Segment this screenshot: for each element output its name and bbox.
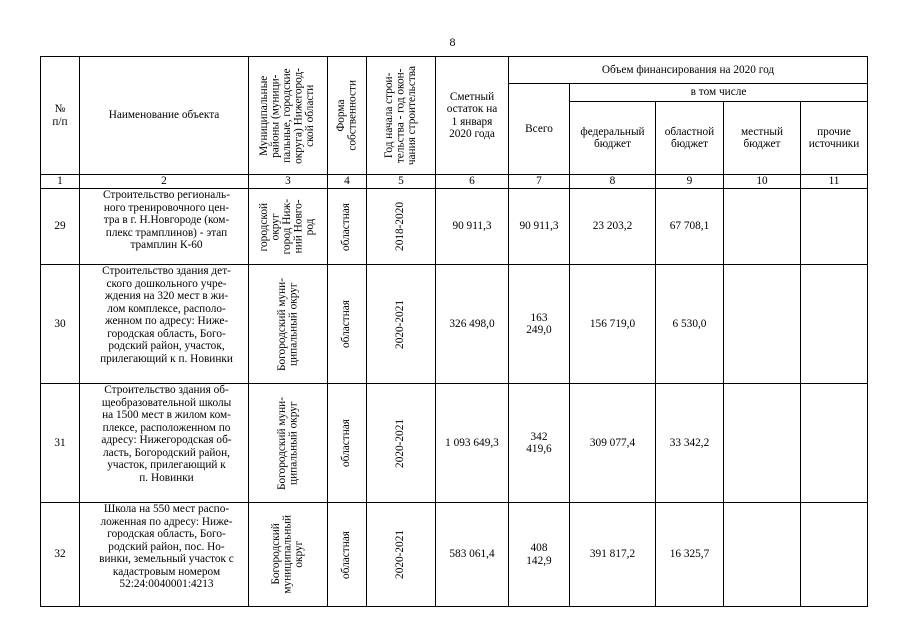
row-federal: 309 077,4 — [570, 384, 656, 503]
column-number: 3 — [249, 175, 328, 189]
row-district — [249, 384, 328, 503]
row-ownership-text: областная — [340, 202, 353, 251]
row-ownership — [328, 503, 367, 607]
row-district-text: городской округ город Ниж- ний Новго- род — [258, 198, 317, 255]
row-district-text: Богородский муни- ципальный округ — [275, 396, 299, 490]
row-district — [249, 503, 328, 607]
row-total: 408 142,9 — [509, 503, 570, 607]
row-years-text: 2018-2020 — [394, 202, 407, 251]
column-number-row — [41, 175, 868, 189]
row-district — [249, 265, 328, 384]
row-regional: 67 708,1 — [656, 189, 724, 265]
row-total: 90 911,3 — [509, 189, 570, 265]
header-including: в том числе — [570, 84, 868, 102]
row-district — [249, 189, 328, 265]
row-years — [367, 189, 436, 265]
column-number: 6 — [436, 175, 509, 189]
column-number: 5 — [367, 175, 436, 189]
row-ownership — [328, 384, 367, 503]
row-local — [724, 189, 801, 265]
row-estimate: 583 061,4 — [436, 503, 509, 607]
header-district-text: Муниципальные районы (муници- пальные, городские округа) Нижегород- ской области — [258, 67, 317, 164]
row-ownership-text: областная — [340, 300, 353, 348]
column-number: 8 — [570, 175, 656, 189]
row-estimate: 1 093 649,3 — [436, 384, 509, 503]
row-years — [367, 265, 436, 384]
header-local: местный бюджет — [724, 102, 801, 175]
row-local — [724, 265, 801, 384]
header-federal: федеральный бюджет — [570, 102, 656, 175]
header-name: Наименование объекта — [80, 57, 249, 175]
column-number: 10 — [724, 175, 801, 189]
header-other: прочие источники — [801, 102, 868, 175]
row-years — [367, 503, 436, 607]
header-years-text: Год начала строи- тельства - год окон- чания строительства — [382, 65, 418, 166]
row-years — [367, 384, 436, 503]
row-federal: 23 203,2 — [570, 189, 656, 265]
column-number: 4 — [328, 175, 367, 189]
table-row — [41, 503, 868, 607]
column-number: 7 — [509, 175, 570, 189]
column-number: 9 — [656, 175, 724, 189]
row-total: 163 249,0 — [509, 265, 570, 384]
row-num: 29 — [41, 189, 80, 265]
row-years-text: 2020-2021 — [394, 530, 407, 579]
row-ownership — [328, 189, 367, 265]
header-row-1 — [41, 57, 868, 84]
row-name: Строительство региональ- ного тренировочного цен- тра в г. Н.Новгороде (ком- плекс трамплинов) - этап трамплин К-60 — [80, 189, 249, 265]
row-years-text: 2020-2021 — [394, 299, 407, 349]
column-number: 2 — [80, 175, 249, 189]
row-ownership-text: областная — [340, 419, 353, 467]
row-federal: 156 719,0 — [570, 265, 656, 384]
header-years — [367, 57, 436, 175]
header-ownership — [328, 57, 367, 175]
row-local — [724, 503, 801, 607]
header-district — [249, 57, 328, 175]
row-regional: 6 530,0 — [656, 265, 724, 384]
row-other — [801, 503, 868, 607]
row-num: 32 — [41, 503, 80, 607]
row-ownership-text: областная — [340, 530, 353, 579]
table-row — [41, 265, 868, 384]
header-estimate: Сметный остаток на 1 января 2020 года — [436, 57, 509, 175]
table-row — [41, 384, 868, 503]
row-num: 30 — [41, 265, 80, 384]
row-num: 31 — [41, 384, 80, 503]
row-ownership — [328, 265, 367, 384]
row-district-text: Богородский муниципальный округ — [269, 515, 305, 594]
row-estimate: 90 911,3 — [436, 189, 509, 265]
header-regional: областной бюджет — [656, 102, 724, 175]
row-district-text: Богородский муни- ципальный округ — [275, 277, 299, 371]
row-other — [801, 189, 868, 265]
row-federal: 391 817,2 — [570, 503, 656, 607]
row-regional: 16 325,7 — [656, 503, 724, 607]
row-other — [801, 384, 868, 503]
row-estimate: 326 498,0 — [436, 265, 509, 384]
row-name: Строительство здания об- щеобразовательной школы на 1500 мест в жилом ком- плексе, расположенном по адресу: Нижегородская об- ласть, Богородский район, участок, прилегающий к п. Новинки — [80, 384, 249, 503]
financing-table — [40, 56, 868, 607]
header-ownership-text: Форма собственности — [334, 80, 358, 151]
column-number: 11 — [801, 175, 868, 189]
row-name: Строительство здания дет- ского дошкольного учре- ждения на 320 мест в жи- лом комплексе, располо- женном по адресу: Ниже- городская область, Бого- родский район, участок, прилегающий к п. Новинки — [80, 265, 249, 384]
column-number: 1 — [41, 175, 80, 189]
page-number: 8 — [449, 35, 456, 49]
header-funding: Объем финансирования на 2020 год — [509, 57, 868, 84]
row-regional: 33 342,2 — [656, 384, 724, 503]
row-years-text: 2020-2021 — [394, 418, 407, 468]
header-num: № п/п — [41, 57, 80, 175]
row-name: Школа на 550 мест распо- ложенная по адресу: Ниже- городская область, Бого- родский район, пос. Но- винки, земельный участок с кадастровым номером 52:24:0040001:4213 — [80, 503, 249, 607]
table-row — [41, 189, 868, 265]
header-total: Всего — [509, 84, 570, 175]
row-local — [724, 384, 801, 503]
row-total: 342 419,6 — [509, 384, 570, 503]
row-other — [801, 265, 868, 384]
